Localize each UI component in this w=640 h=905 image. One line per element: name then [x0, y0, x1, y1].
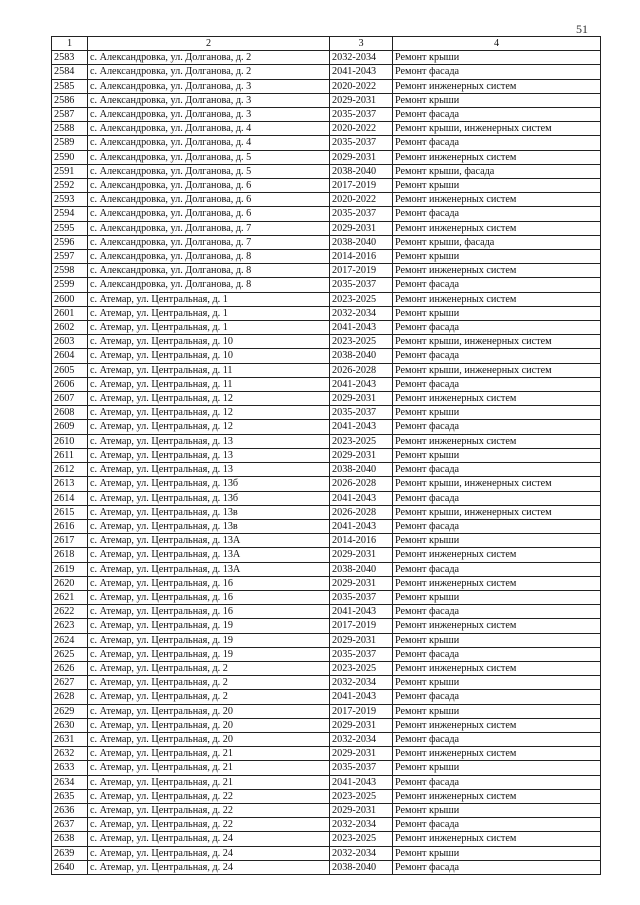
table-row	[52, 463, 601, 477]
period-cell: 2029-2031	[330, 803, 393, 817]
table-row	[52, 93, 601, 107]
period-cell: 2029-2031	[330, 448, 393, 462]
period-cell: 2041-2043	[330, 377, 393, 391]
row-number-cell: 2635	[52, 789, 88, 803]
address-cell: с. Александровка, ул. Долганова, д. 6	[88, 193, 330, 207]
address-cell: с. Атемар, ул. Центральная, д. 22	[88, 818, 330, 832]
table-row	[52, 704, 601, 718]
period-cell: 2032-2034	[330, 51, 393, 65]
row-number-cell: 2600	[52, 292, 88, 306]
work-type-cell: Ремонт инженерных систем	[393, 292, 601, 306]
work-type-cell: Ремонт крыши	[393, 406, 601, 420]
period-cell: 2023-2025	[330, 661, 393, 675]
work-type-cell: Ремонт инженерных систем	[393, 79, 601, 93]
table-row	[52, 562, 601, 576]
period-cell: 2023-2025	[330, 832, 393, 846]
address-cell: с. Атемар, ул. Центральная, д. 24	[88, 832, 330, 846]
row-number-cell: 2601	[52, 306, 88, 320]
address-cell: с. Атемар, ул. Центральная, д. 19	[88, 633, 330, 647]
period-cell: 2035-2037	[330, 761, 393, 775]
table-row	[52, 803, 601, 817]
address-cell: с. Атемар, ул. Центральная, д. 2	[88, 676, 330, 690]
period-cell: 2029-2031	[330, 747, 393, 761]
period-cell: 2029-2031	[330, 392, 393, 406]
table-row	[52, 406, 601, 420]
work-type-cell: Ремонт крыши	[393, 676, 601, 690]
address-cell: с. Атемар, ул. Центральная, д. 21	[88, 747, 330, 761]
row-number-cell: 2636	[52, 803, 88, 817]
row-number-cell: 2584	[52, 65, 88, 79]
table-row	[52, 65, 601, 79]
address-cell: с. Атемар, ул. Центральная, д. 13А	[88, 534, 330, 548]
row-number-cell: 2613	[52, 477, 88, 491]
table-row	[52, 789, 601, 803]
row-number-cell: 2619	[52, 562, 88, 576]
work-type-cell: Ремонт крыши	[393, 93, 601, 107]
address-cell: с. Атемар, ул. Центральная, д. 11	[88, 363, 330, 377]
column-header-4: 4	[393, 37, 601, 51]
address-cell: с. Атемар, ул. Центральная, д. 13А	[88, 562, 330, 576]
address-cell: с. Атемар, ул. Центральная, д. 13	[88, 463, 330, 477]
work-type-cell: Ремонт крыши	[393, 250, 601, 264]
table-row	[52, 491, 601, 505]
row-number-cell: 2622	[52, 605, 88, 619]
address-cell: с. Атемар, ул. Центральная, д. 13в	[88, 505, 330, 519]
row-number-cell: 2594	[52, 207, 88, 221]
table-row	[52, 818, 601, 832]
work-type-cell: Ремонт инженерных систем	[393, 221, 601, 235]
period-cell: 2041-2043	[330, 775, 393, 789]
work-type-cell: Ремонт инженерных систем	[393, 434, 601, 448]
row-number-cell: 2640	[52, 860, 88, 874]
work-type-cell: Ремонт инженерных систем	[393, 264, 601, 278]
table-row	[52, 647, 601, 661]
table-row	[52, 136, 601, 150]
address-cell: с. Атемар, ул. Центральная, д. 2	[88, 661, 330, 675]
table-row	[52, 122, 601, 136]
period-cell: 2038-2040	[330, 235, 393, 249]
period-cell: 2041-2043	[330, 491, 393, 505]
work-type-cell: Ремонт крыши	[393, 306, 601, 320]
address-cell: с. Атемар, ул. Центральная, д. 19	[88, 647, 330, 661]
table-row	[52, 306, 601, 320]
row-number-cell: 2588	[52, 122, 88, 136]
work-type-cell: Ремонт крыши	[393, 704, 601, 718]
period-cell: 2020-2022	[330, 79, 393, 93]
address-cell: с. Александровка, ул. Долганова, д. 8	[88, 278, 330, 292]
row-number-cell: 2589	[52, 136, 88, 150]
table-row	[52, 775, 601, 789]
address-cell: с. Атемар, ул. Центральная, д. 22	[88, 803, 330, 817]
work-type-cell: Ремонт фасада	[393, 647, 601, 661]
period-cell: 2020-2022	[330, 122, 393, 136]
table-row	[52, 108, 601, 122]
address-cell: с. Атемар, ул. Центральная, д. 19	[88, 619, 330, 633]
row-number-cell: 2612	[52, 463, 88, 477]
row-number-cell: 2586	[52, 93, 88, 107]
period-cell: 2023-2025	[330, 789, 393, 803]
work-type-cell: Ремонт инженерных систем	[393, 661, 601, 675]
row-number-cell: 2585	[52, 79, 88, 93]
work-type-cell: Ремонт фасада	[393, 321, 601, 335]
table-row	[52, 278, 601, 292]
row-number-cell: 2616	[52, 519, 88, 533]
row-number-cell: 2607	[52, 392, 88, 406]
table-row	[52, 605, 601, 619]
work-type-cell: Ремонт крыши	[393, 51, 601, 65]
table-row	[52, 534, 601, 548]
table-row	[52, 377, 601, 391]
address-cell: с. Александровка, ул. Долганова, д. 3	[88, 93, 330, 107]
table-row	[52, 576, 601, 590]
row-number-cell: 2611	[52, 448, 88, 462]
table-row	[52, 718, 601, 732]
period-cell: 2026-2028	[330, 505, 393, 519]
work-type-cell: Ремонт инженерных систем	[393, 747, 601, 761]
table-row	[52, 860, 601, 874]
period-cell: 2029-2031	[330, 718, 393, 732]
work-type-cell: Ремонт фасада	[393, 136, 601, 150]
address-cell: с. Александровка, ул. Долганова, д. 8	[88, 250, 330, 264]
address-cell: с. Атемар, ул. Центральная, д. 13А	[88, 548, 330, 562]
table-row	[52, 392, 601, 406]
row-number-cell: 2606	[52, 377, 88, 391]
table-row	[52, 292, 601, 306]
work-type-cell: Ремонт фасада	[393, 420, 601, 434]
period-cell: 2038-2040	[330, 463, 393, 477]
table-row	[52, 79, 601, 93]
table-row	[52, 235, 601, 249]
work-type-cell: Ремонт крыши, инженерных систем	[393, 122, 601, 136]
address-cell: с. Александровка, ул. Долганова, д. 7	[88, 221, 330, 235]
row-number-cell: 2603	[52, 335, 88, 349]
table-row	[52, 732, 601, 746]
work-type-cell: Ремонт крыши, фасада	[393, 164, 601, 178]
row-number-cell: 2592	[52, 179, 88, 193]
address-cell: с. Атемар, ул. Центральная, д. 11	[88, 377, 330, 391]
address-cell: с. Александровка, ул. Долганова, д. 8	[88, 264, 330, 278]
row-number-cell: 2591	[52, 164, 88, 178]
period-cell: 2032-2034	[330, 846, 393, 860]
row-number-cell: 2623	[52, 619, 88, 633]
work-type-cell: Ремонт инженерных систем	[393, 150, 601, 164]
period-cell: 2029-2031	[330, 93, 393, 107]
work-type-cell: Ремонт инженерных систем	[393, 392, 601, 406]
row-number-cell: 2625	[52, 647, 88, 661]
table-body	[52, 51, 601, 875]
work-type-cell: Ремонт фасада	[393, 278, 601, 292]
period-cell: 2020-2022	[330, 193, 393, 207]
period-cell: 2041-2043	[330, 420, 393, 434]
work-type-cell: Ремонт фасада	[393, 65, 601, 79]
work-type-cell: Ремонт крыши	[393, 590, 601, 604]
period-cell: 2014-2016	[330, 534, 393, 548]
address-cell: с. Александровка, ул. Долганова, д. 7	[88, 235, 330, 249]
table-row	[52, 690, 601, 704]
address-cell: с. Атемар, ул. Центральная, д. 21	[88, 775, 330, 789]
table-row	[52, 761, 601, 775]
repair-schedule-table	[51, 36, 601, 875]
table-row	[52, 548, 601, 562]
work-type-cell: Ремонт фасада	[393, 732, 601, 746]
period-cell: 2035-2037	[330, 207, 393, 221]
address-cell: с. Александровка, ул. Долганова, д. 4	[88, 122, 330, 136]
work-type-cell: Ремонт фасада	[393, 108, 601, 122]
table-row	[52, 747, 601, 761]
row-number-cell: 2583	[52, 51, 88, 65]
table-row	[52, 846, 601, 860]
work-type-cell: Ремонт фасада	[393, 690, 601, 704]
work-type-cell: Ремонт инженерных систем	[393, 548, 601, 562]
table-row	[52, 207, 601, 221]
row-number-cell: 2621	[52, 590, 88, 604]
address-cell: с. Атемар, ул. Центральная, д. 16	[88, 576, 330, 590]
address-cell: с. Атемар, ул. Центральная, д. 1	[88, 321, 330, 335]
row-number-cell: 2605	[52, 363, 88, 377]
work-type-cell: Ремонт инженерных систем	[393, 576, 601, 590]
work-type-cell: Ремонт фасада	[393, 349, 601, 363]
row-number-cell: 2604	[52, 349, 88, 363]
period-cell: 2017-2019	[330, 179, 393, 193]
address-cell: с. Атемар, ул. Центральная, д. 13б	[88, 491, 330, 505]
address-cell: с. Александровка, ул. Долганова, д. 3	[88, 108, 330, 122]
row-number-cell: 2638	[52, 832, 88, 846]
table-row	[52, 633, 601, 647]
work-type-cell: Ремонт фасада	[393, 562, 601, 576]
row-number-cell: 2609	[52, 420, 88, 434]
row-number-cell: 2633	[52, 761, 88, 775]
work-type-cell: Ремонт фасада	[393, 818, 601, 832]
table-row	[52, 264, 601, 278]
work-type-cell: Ремонт крыши, инженерных систем	[393, 363, 601, 377]
address-cell: с. Александровка, ул. Долганова, д. 5	[88, 164, 330, 178]
row-number-cell: 2624	[52, 633, 88, 647]
column-header-1: 1	[52, 37, 88, 51]
table-row	[52, 221, 601, 235]
row-number-cell: 2626	[52, 661, 88, 675]
work-type-cell: Ремонт фасада	[393, 605, 601, 619]
work-type-cell: Ремонт инженерных систем	[393, 832, 601, 846]
period-cell: 2023-2025	[330, 292, 393, 306]
row-number-cell: 2617	[52, 534, 88, 548]
period-cell: 2038-2040	[330, 860, 393, 874]
period-cell: 2029-2031	[330, 221, 393, 235]
row-number-cell: 2602	[52, 321, 88, 335]
table-row	[52, 179, 601, 193]
table-row	[52, 832, 601, 846]
period-cell: 2035-2037	[330, 406, 393, 420]
work-type-cell: Ремонт фасада	[393, 491, 601, 505]
row-number-cell: 2627	[52, 676, 88, 690]
work-type-cell: Ремонт фасада	[393, 775, 601, 789]
address-cell: с. Атемар, ул. Центральная, д. 13б	[88, 477, 330, 491]
address-cell: с. Атемар, ул. Центральная, д. 13в	[88, 519, 330, 533]
work-type-cell: Ремонт крыши	[393, 179, 601, 193]
work-type-cell: Ремонт фасада	[393, 463, 601, 477]
address-cell: с. Атемар, ул. Центральная, д. 24	[88, 846, 330, 860]
period-cell: 2017-2019	[330, 264, 393, 278]
work-type-cell: Ремонт фасада	[393, 377, 601, 391]
address-cell: с. Атемар, ул. Центральная, д. 21	[88, 761, 330, 775]
row-number-cell: 2628	[52, 690, 88, 704]
row-number-cell: 2608	[52, 406, 88, 420]
table-row	[52, 619, 601, 633]
period-cell: 2032-2034	[330, 306, 393, 320]
work-type-cell: Ремонт крыши, инженерных систем	[393, 477, 601, 491]
row-number-cell: 2630	[52, 718, 88, 732]
row-number-cell: 2610	[52, 434, 88, 448]
period-cell: 2029-2031	[330, 150, 393, 164]
period-cell: 2041-2043	[330, 690, 393, 704]
period-cell: 2017-2019	[330, 619, 393, 633]
address-cell: с. Александровка, ул. Долганова, д. 2	[88, 65, 330, 79]
row-number-cell: 2631	[52, 732, 88, 746]
work-type-cell: Ремонт фасада	[393, 519, 601, 533]
page-number: 51	[576, 22, 588, 36]
row-number-cell: 2614	[52, 491, 88, 505]
address-cell: с. Атемар, ул. Центральная, д. 20	[88, 704, 330, 718]
period-cell: 2029-2031	[330, 633, 393, 647]
table-row	[52, 448, 601, 462]
work-type-cell: Ремонт инженерных систем	[393, 789, 601, 803]
address-cell: с. Александровка, ул. Долганова, д. 4	[88, 136, 330, 150]
row-number-cell: 2629	[52, 704, 88, 718]
row-number-cell: 2587	[52, 108, 88, 122]
address-cell: с. Атемар, ул. Центральная, д. 1	[88, 292, 330, 306]
table-row	[52, 676, 601, 690]
work-type-cell: Ремонт крыши	[393, 846, 601, 860]
work-type-cell: Ремонт крыши	[393, 633, 601, 647]
address-cell: с. Атемар, ул. Центральная, д. 12	[88, 406, 330, 420]
column-header-2: 2	[88, 37, 330, 51]
row-number-cell: 2618	[52, 548, 88, 562]
table-row	[52, 335, 601, 349]
address-cell: с. Атемар, ул. Центральная, д. 12	[88, 420, 330, 434]
work-type-cell: Ремонт крыши, инженерных систем	[393, 335, 601, 349]
address-cell: с. Атемар, ул. Центральная, д. 10	[88, 335, 330, 349]
address-cell: с. Атемар, ул. Центральная, д. 16	[88, 605, 330, 619]
work-type-cell: Ремонт фасада	[393, 207, 601, 221]
address-cell: с. Александровка, ул. Долганова, д. 6	[88, 179, 330, 193]
table-row	[52, 505, 601, 519]
work-type-cell: Ремонт инженерных систем	[393, 718, 601, 732]
period-cell: 2041-2043	[330, 519, 393, 533]
address-cell: с. Александровка, ул. Долганова, д. 2	[88, 51, 330, 65]
period-cell: 2023-2025	[330, 335, 393, 349]
period-cell: 2035-2037	[330, 647, 393, 661]
address-cell: с. Атемар, ул. Центральная, д. 22	[88, 789, 330, 803]
period-cell: 2035-2037	[330, 590, 393, 604]
address-cell: с. Атемар, ул. Центральная, д. 20	[88, 732, 330, 746]
address-cell: с. Атемар, ул. Центральная, д. 1	[88, 306, 330, 320]
period-cell: 2026-2028	[330, 477, 393, 491]
address-cell: с. Атемар, ул. Центральная, д. 20	[88, 718, 330, 732]
table-row	[52, 193, 601, 207]
work-type-cell: Ремонт крыши	[393, 534, 601, 548]
period-cell: 2029-2031	[330, 576, 393, 590]
row-number-cell: 2637	[52, 818, 88, 832]
address-cell: с. Атемар, ул. Центральная, д. 13	[88, 434, 330, 448]
address-cell: с. Атемар, ул. Центральная, д. 16	[88, 590, 330, 604]
table-row	[52, 519, 601, 533]
table-header-row	[52, 37, 601, 51]
row-number-cell: 2595	[52, 221, 88, 235]
table-row	[52, 420, 601, 434]
row-number-cell: 2597	[52, 250, 88, 264]
period-cell: 2041-2043	[330, 321, 393, 335]
work-type-cell: Ремонт крыши	[393, 448, 601, 462]
row-number-cell: 2599	[52, 278, 88, 292]
table-row	[52, 321, 601, 335]
work-type-cell: Ремонт инженерных систем	[393, 193, 601, 207]
period-cell: 2017-2019	[330, 704, 393, 718]
work-type-cell: Ремонт фасада	[393, 860, 601, 874]
table-row	[52, 477, 601, 491]
row-number-cell: 2632	[52, 747, 88, 761]
period-cell: 2029-2031	[330, 548, 393, 562]
table-row	[52, 434, 601, 448]
address-cell: с. Атемар, ул. Центральная, д. 2	[88, 690, 330, 704]
period-cell: 2035-2037	[330, 108, 393, 122]
table-row	[52, 150, 601, 164]
address-cell: с. Атемар, ул. Центральная, д. 10	[88, 349, 330, 363]
period-cell: 2035-2037	[330, 136, 393, 150]
table-row	[52, 164, 601, 178]
row-number-cell: 2593	[52, 193, 88, 207]
address-cell: с. Атемар, ул. Центральная, д. 24	[88, 860, 330, 874]
row-number-cell: 2620	[52, 576, 88, 590]
period-cell: 2026-2028	[330, 363, 393, 377]
period-cell: 2038-2040	[330, 349, 393, 363]
table-row	[52, 363, 601, 377]
address-cell: с. Александровка, ул. Долганова, д. 5	[88, 150, 330, 164]
table-row	[52, 590, 601, 604]
period-cell: 2041-2043	[330, 65, 393, 79]
row-number-cell: 2639	[52, 846, 88, 860]
address-cell: с. Александровка, ул. Долганова, д. 3	[88, 79, 330, 93]
period-cell: 2032-2034	[330, 676, 393, 690]
period-cell: 2041-2043	[330, 605, 393, 619]
period-cell: 2035-2037	[330, 278, 393, 292]
table-row	[52, 250, 601, 264]
row-number-cell: 2598	[52, 264, 88, 278]
row-number-cell: 2590	[52, 150, 88, 164]
row-number-cell: 2596	[52, 235, 88, 249]
table-row	[52, 349, 601, 363]
work-type-cell: Ремонт инженерных систем	[393, 619, 601, 633]
period-cell: 2014-2016	[330, 250, 393, 264]
work-type-cell: Ремонт крыши	[393, 761, 601, 775]
table-row	[52, 51, 601, 65]
period-cell: 2032-2034	[330, 732, 393, 746]
period-cell: 2032-2034	[330, 818, 393, 832]
address-cell: с. Александровка, ул. Долганова, д. 6	[88, 207, 330, 221]
row-number-cell: 2615	[52, 505, 88, 519]
work-type-cell: Ремонт крыши, фасада	[393, 235, 601, 249]
address-cell: с. Атемар, ул. Центральная, д. 12	[88, 392, 330, 406]
work-type-cell: Ремонт крыши	[393, 803, 601, 817]
period-cell: 2038-2040	[330, 164, 393, 178]
period-cell: 2038-2040	[330, 562, 393, 576]
address-cell: с. Атемар, ул. Центральная, д. 13	[88, 448, 330, 462]
column-header-3: 3	[330, 37, 393, 51]
period-cell: 2023-2025	[330, 434, 393, 448]
work-type-cell: Ремонт крыши, инженерных систем	[393, 505, 601, 519]
row-number-cell: 2634	[52, 775, 88, 789]
table-row	[52, 661, 601, 675]
